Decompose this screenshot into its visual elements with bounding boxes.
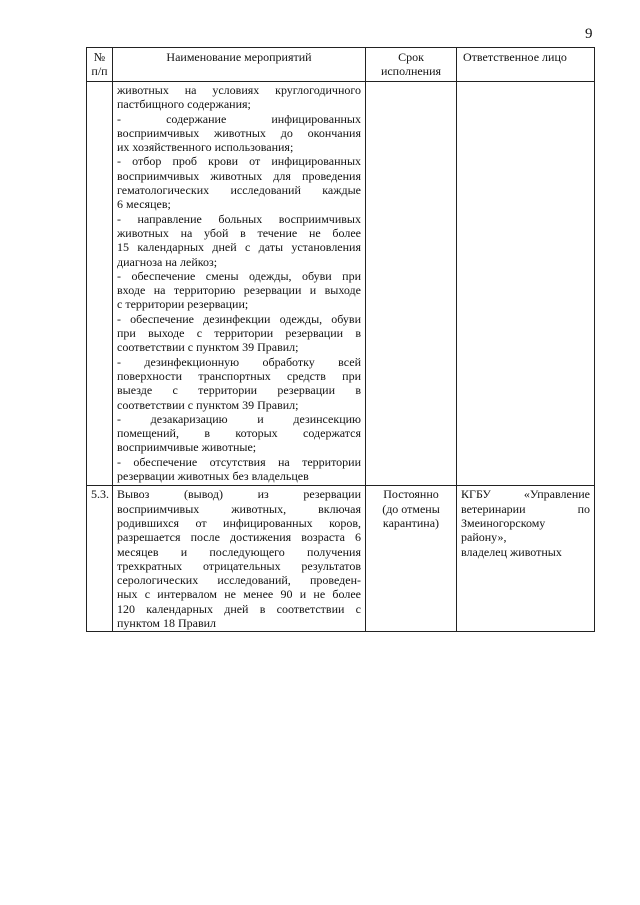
measure-text-line: - обеспечение смены одежды, обуви при (117, 268, 361, 283)
measure-text-line: 6 месяцев; (117, 197, 171, 212)
measure-text-line: резервации животных без владельцев (117, 469, 309, 484)
measure-text-line: - дезинфекционную обработку всей (117, 354, 361, 369)
measure-text-line: пунктом 18 Правил (117, 615, 217, 630)
measure-text-line: входе на территорию резервации и выходе (117, 283, 361, 298)
responsible-text-line: владелец животных (461, 544, 562, 559)
measure-text-line: - направление больных восприимчивых (117, 211, 361, 226)
measure-text-line: месяцев и последующего получения (117, 544, 361, 559)
cell-responsible (457, 486, 595, 632)
measure-text-line: восприимчивые животные; (117, 440, 257, 455)
measure-text-line: Вывоз (вывод) из резервации (117, 487, 361, 502)
cell-term (366, 486, 457, 632)
table-header-row (87, 48, 595, 82)
measure-text-line: их хозяйственного использования; (117, 140, 294, 155)
measure-text-line: - отбор проб крови от инфицированных (117, 154, 361, 169)
measure-text-line: соответствии с пунктом 39 Правил; (117, 397, 299, 412)
measure-text-line: животных на условиях круглогодичного (117, 83, 361, 97)
term-text-line: Постоянно (383, 487, 439, 502)
measure-text-line: - дезакаризацию и дезинсекцию (117, 411, 361, 426)
header-responsible: Ответственное лицо (457, 48, 595, 82)
measure-text-line: с территории резервации; (117, 297, 249, 312)
measure-text-line: поверхности транспортных средств при (117, 368, 361, 383)
responsible-text-line: району», (461, 530, 507, 545)
measure-text-line: - обеспечение отсутствия на территории (117, 454, 361, 469)
measure-text-line: животных на убой в течение не более (117, 225, 361, 240)
header-name: Наименование мероприятий (113, 48, 366, 82)
responsible-text-line: Змеиногорскому (461, 515, 546, 530)
cell-number (87, 82, 113, 486)
cell-measures (113, 486, 366, 632)
header-number: № п/п (87, 48, 113, 82)
table-row (87, 82, 595, 486)
measure-text-line: диагноза на лейкоз; (117, 254, 218, 269)
measure-text-line: выезде с территории резервации в (117, 383, 361, 398)
measure-text-line: при выходе с территории резервации в (117, 326, 361, 341)
table-row (87, 486, 595, 632)
measure-text-line: помещений, в которых содержатся (117, 426, 361, 441)
header-term: Срок исполнения (366, 48, 457, 82)
measure-text-line: 120 календарных дней в соответствии с (117, 601, 361, 616)
cell-term (366, 82, 457, 486)
measure-text-line: восприимчивых животных до окончания (117, 125, 361, 140)
measure-text-line: соответствии с пунктом 39 Правил; (117, 340, 299, 355)
measure-text-line: восприимчивых животных для проведения (117, 168, 361, 183)
measure-text-line: гематологических исследований каждые (117, 183, 361, 198)
measure-text-line: пастбищного содержания; (117, 97, 251, 112)
cell-number: 5.3. (87, 486, 113, 632)
measure-text-line: восприимчивых животных, включая (117, 501, 361, 516)
measure-text-line: родившихся от инфицированных коров, (117, 515, 361, 530)
responsible-text-line: КГБУ «Управление (461, 487, 590, 502)
term-text-line: карантина) (382, 515, 440, 530)
measures-table (86, 47, 595, 632)
measure-text-line: - обеспечение дезинфекции одежды, обуви (117, 311, 361, 326)
cell-responsible (457, 82, 595, 486)
measure-text-line: трехкратных отрицательных результатов (117, 558, 361, 573)
measure-text-line: - содержание инфицированных (117, 111, 361, 126)
cell-measures (113, 82, 366, 486)
term-text-line: (до отмены (382, 501, 440, 516)
measure-text-line: серологических исследований, проведен- (117, 573, 361, 588)
responsible-text-line: ветеринарии по (461, 501, 590, 516)
measure-text-line: 15 календарных дней с даты установления (117, 240, 361, 255)
measure-text-line: разрешается после достижения возраста 6 (117, 530, 361, 545)
page-number: 9 (585, 26, 593, 42)
measure-text-line: ных с интервалом не менее 90 и не более (117, 587, 361, 602)
